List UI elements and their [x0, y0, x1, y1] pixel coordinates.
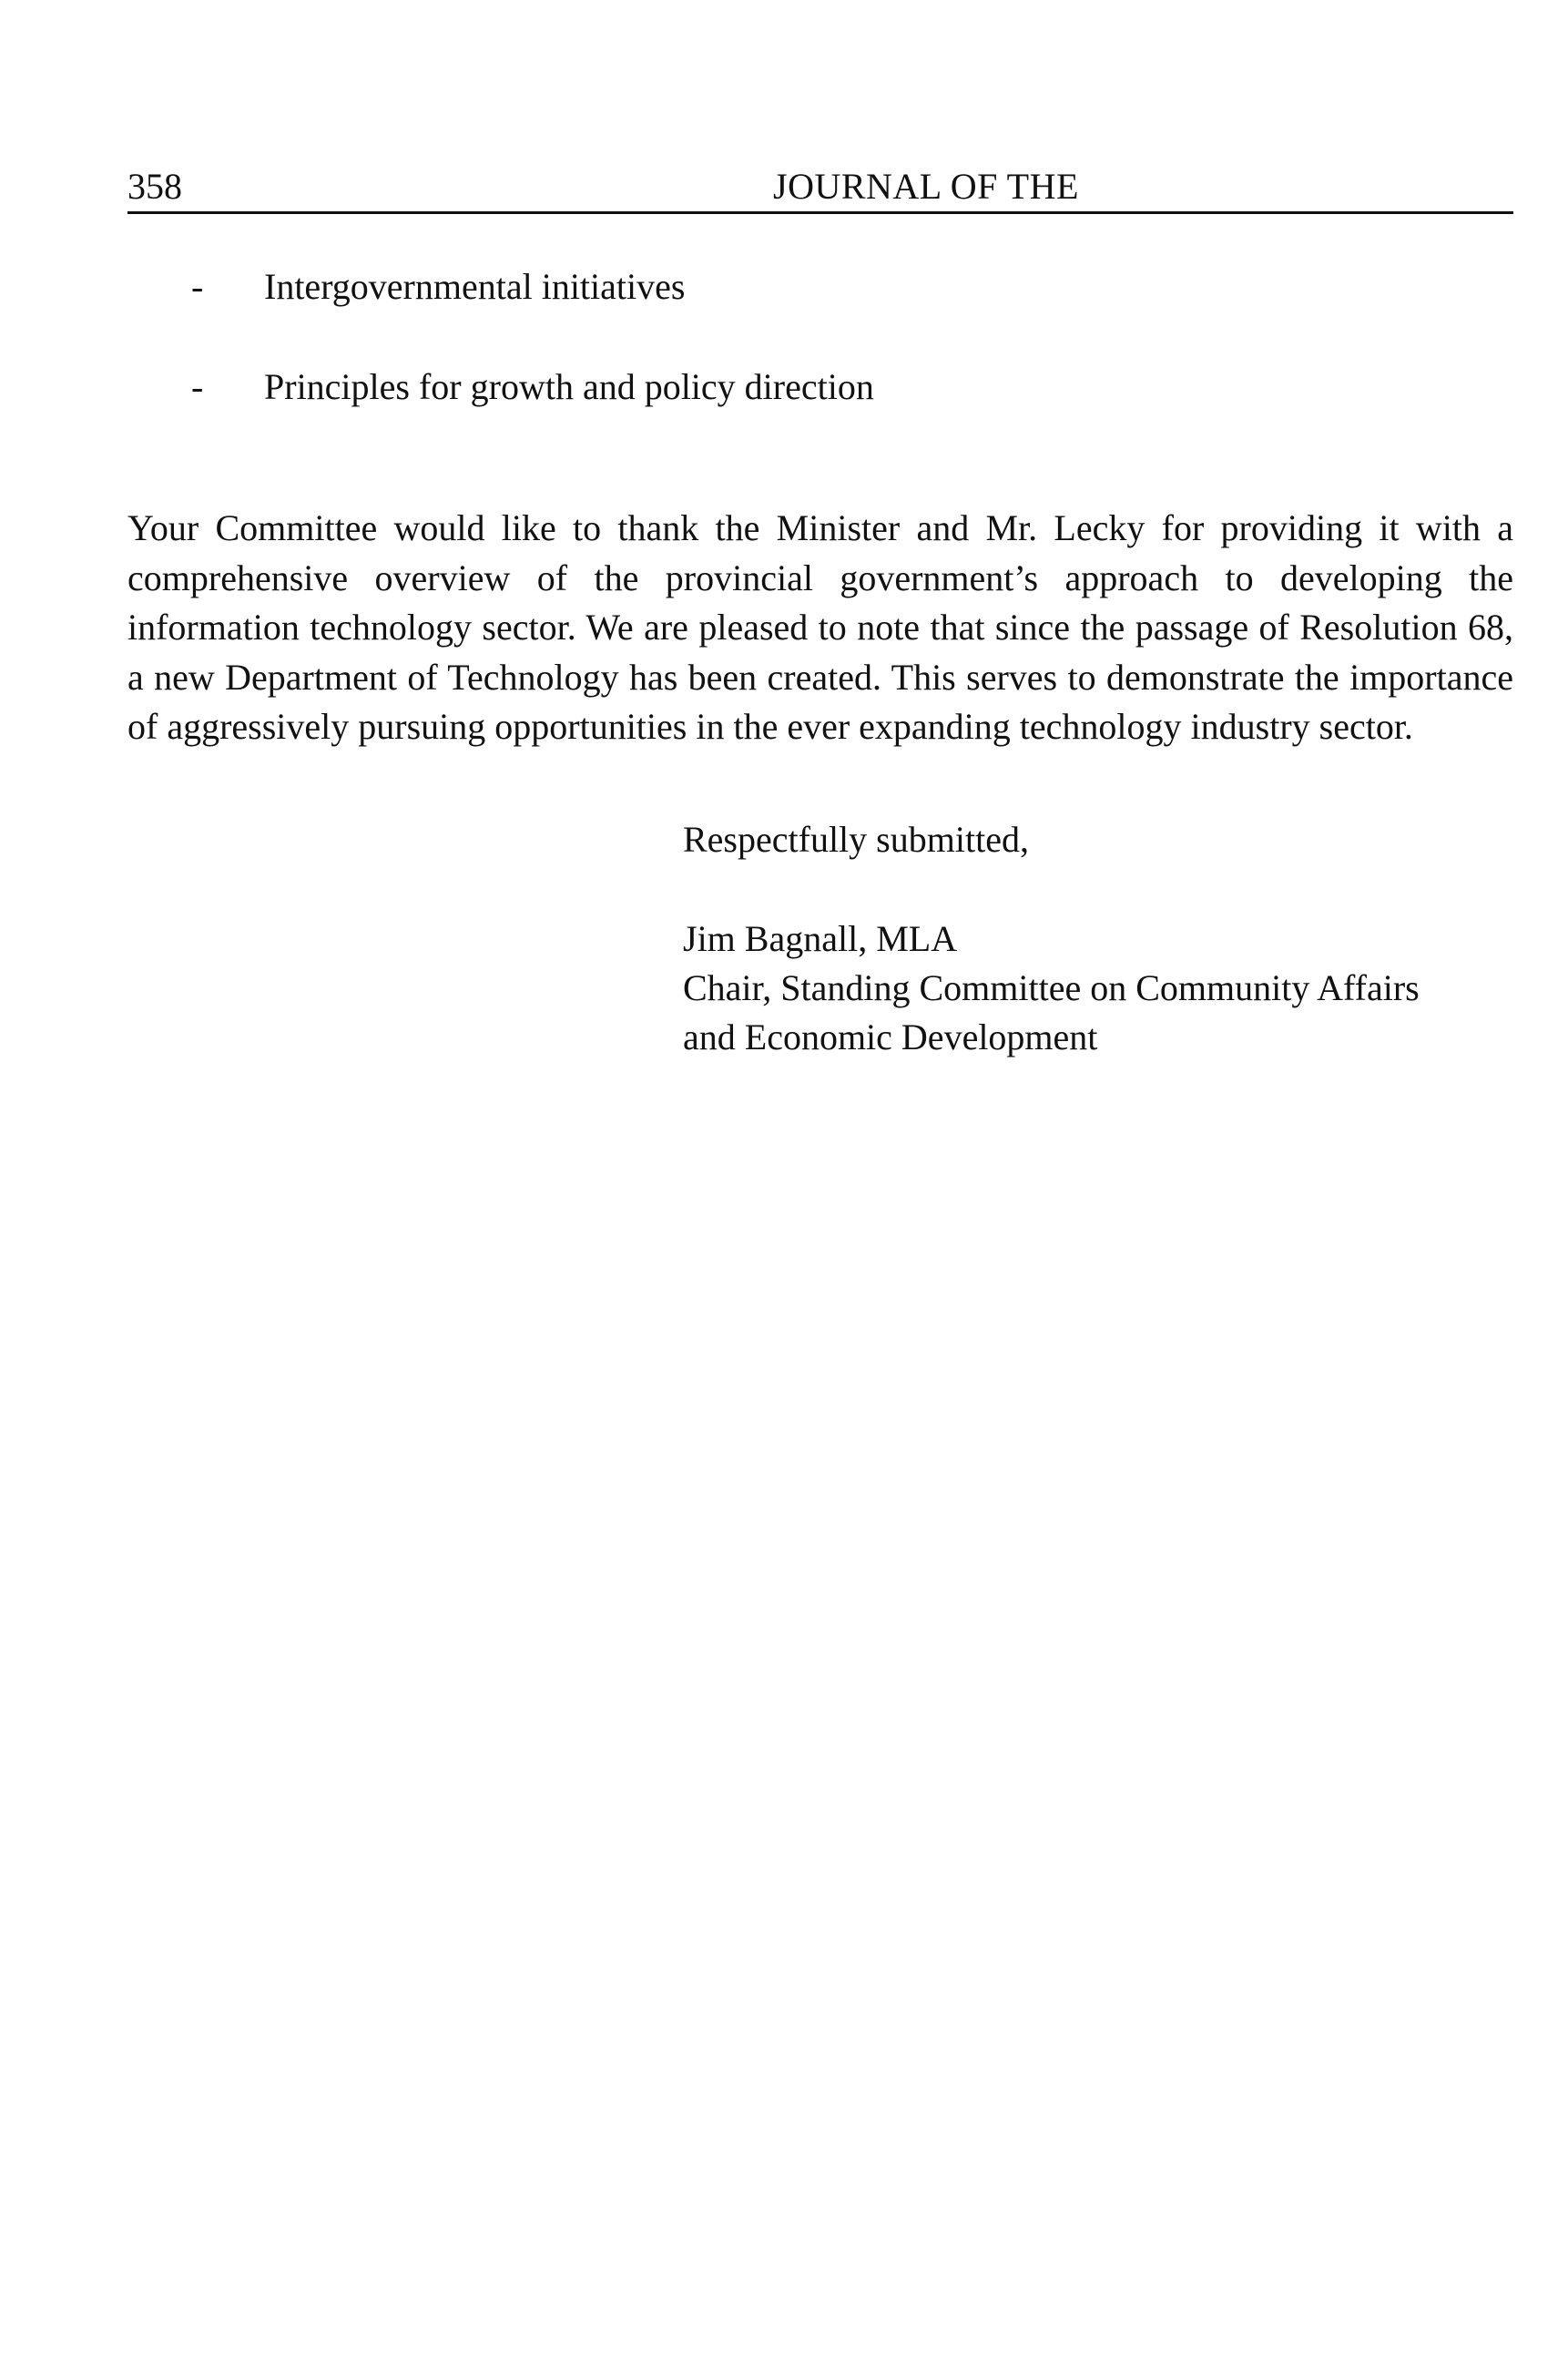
- list-item: [127, 264, 1513, 364]
- signatory-name: Jim Bagnall, MLA: [683, 918, 958, 959]
- bullet-text: Principles for growth and policy direction: [264, 366, 874, 407]
- bullet-dash: -: [191, 266, 204, 307]
- bullet-dash: -: [191, 366, 204, 407]
- bullet-text: Intergovernmental initiatives: [264, 266, 686, 307]
- signature-block: [683, 815, 1521, 1062]
- body-paragraph: Your Committee would like to thank the Minister and Mr. Lecky for providing it with a comprehensive overview of the provincial government’s approach to developing the information technology sector. We are pleased to note that since the passage of Resolution 68, a new Department of Technology has been created. This serves to demonstrate the importance of aggressively pursuing opportunities in the ever expanding technology industry sector.: [127, 507, 1513, 747]
- signatory-title-line-2: and Economic Development: [683, 1016, 1098, 1057]
- page-number: 358: [127, 166, 182, 207]
- running-head: JOURNAL OF THE: [773, 166, 1079, 207]
- page-header: [127, 164, 1513, 214]
- closing-line: Respectfully submitted,: [683, 819, 1029, 860]
- signatory-title-line-1: Chair, Standing Committee on Community Affairs: [683, 967, 1420, 1008]
- list-item: [127, 364, 1513, 465]
- bullet-list: [127, 264, 1513, 465]
